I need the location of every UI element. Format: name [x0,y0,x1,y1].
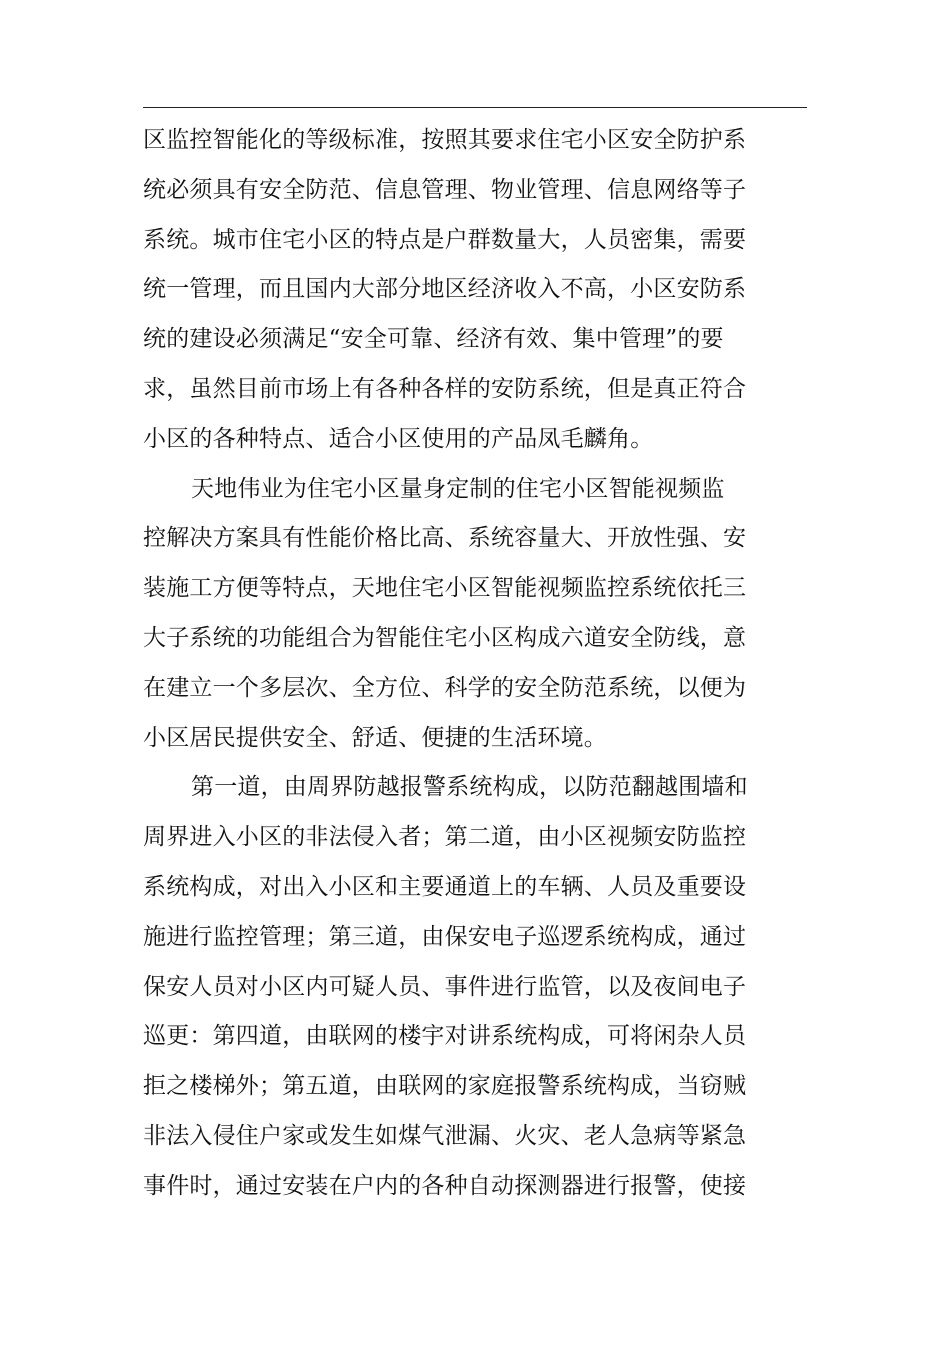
text-line: 小区的各种特点、适合小区使用的产品凤毛麟角。 [143,425,654,452]
text-line: 非法入侵住户家或发生如煤气泄漏、火灾、老人急病等紧急 [143,1122,747,1149]
text-line: 统的建设必须满足“安全可靠、经济有效、集中管理”的要 [143,326,724,353]
text-line: 天地伟业为住宅小区量身定制的住宅小区智能视频监 [191,475,725,502]
text-line: 装施工方便等特点，天地住宅小区智能视频监控系统依托三 [143,575,747,602]
paragraph-2 [143,465,747,764]
text-line: 第一道，由周界防越报警系统构成，以防范翻越围墙和 [191,774,748,801]
text-line: 系统构成，对出入小区和主要通道上的车辆、人员及重要设 [143,873,747,900]
text-line: 保安人员对小区内可疑人员、事件进行监管，以及夜间电子 [143,973,747,1000]
text-line: 控解决方案具有性能价格比高、系统容量大、开放性强、安 [143,525,747,552]
text-line: 周界进入小区的非法侵入者；第二道，由小区视频安防监控 [143,824,747,851]
text-line: 事件时，通过安装在户内的各种自动探测器进行报警，使接 [143,1172,747,1199]
text-line: 求，虽然目前市场上有各种各样的安防系统，但是真正符合 [143,375,747,402]
text-line: 系统。城市住宅小区的特点是户群数量大，人员密集，需要 [143,226,747,253]
text-line: 统必须具有安全防范、信息管理、物业管理、信息网络等子 [143,176,747,203]
header-rule [143,107,807,108]
text-line: 在建立一个多层次、全方位、科学的安全防范系统，以便为 [143,674,747,701]
paragraph-1 [143,116,747,465]
text-line: 拒之楼梯外；第五道，由联网的家庭报警系统构成，当窃贼 [143,1073,747,1100]
paragraph-3 [143,763,748,1211]
text-line: 巡更：第四道，由联网的楼宇对讲系统构成，可将闲杂人员 [143,1023,747,1050]
text-line: 施进行监控管理；第三道，由保安电子巡逻系统构成，通过 [143,923,747,950]
text-line: 区监控智能化的等级标准，按照其要求住宅小区安全防护系 [143,127,747,153]
text-line: 小区居民提供安全、舒适、便捷的生活环境。 [143,724,607,751]
text-line: 大子系统的功能组合为智能住宅小区构成六道安全防线，意 [143,624,747,651]
document-body [143,116,748,1212]
text-line: 统一管理，而且国内大部分地区经济收入不高，小区安防系 [143,276,747,303]
